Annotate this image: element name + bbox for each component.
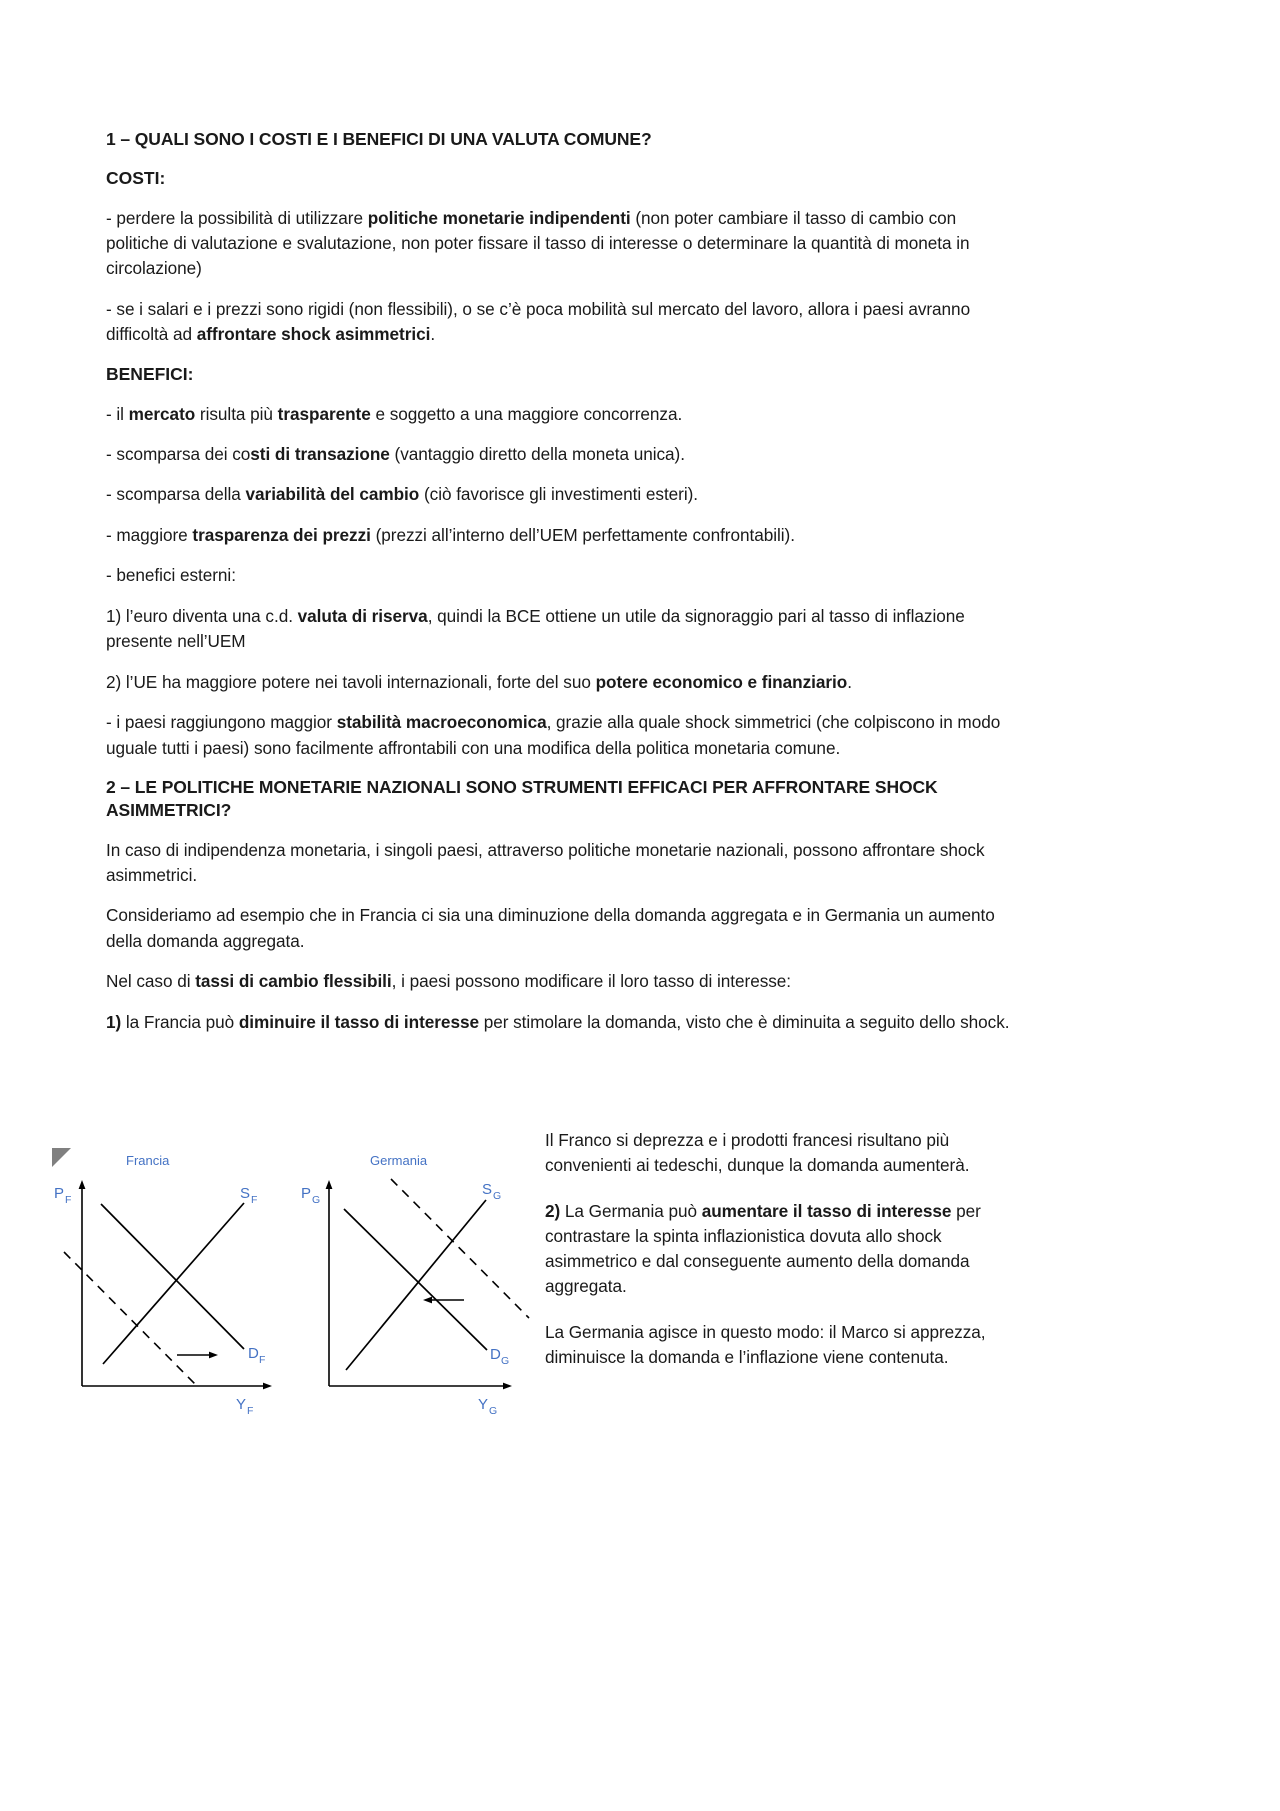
france-x-axis-label: Y <box>236 1396 247 1413</box>
figure-and-notes-area <box>0 1128 1280 1528</box>
benefici-item-5-pre: - benefici esterni: <box>106 565 236 586</box>
france-y-axis-sublabel: F <box>65 1194 72 1206</box>
germany-x-axis-arrow <box>503 1383 512 1390</box>
note-paragraph-2-bold: aumentare il tasso di interesse <box>701 1200 952 1221</box>
benefici-item-1-pre: - il <box>106 403 129 424</box>
costi-item-2-bold: affrontare shock asimmetrici <box>196 324 431 345</box>
costi-item-2-post: . <box>430 324 436 345</box>
germany-x-axis-label: Y <box>478 1396 489 1413</box>
section-2-heading-text: 2 – LE POLITICHE MONETARIE NAZIONALI SONO STRUMENTI EFFICACI PER AFFRONTARE SHOCK ASIMMETRICI? <box>106 777 938 820</box>
france-shift-arrow-head <box>209 1352 218 1359</box>
figure-notes-column <box>545 1128 1015 1390</box>
benefici-closing-bold: stabilità macroeconomica <box>336 712 547 733</box>
france-supply-sublabel: F <box>251 1194 258 1206</box>
france-panel <box>54 1153 272 1417</box>
benefici-item-1 <box>106 402 1012 427</box>
note-paragraph-1 <box>545 1128 1015 1179</box>
costi-item-2-pre: - se i salari e i prezzi sono rigidi (non flessibili), o se c’è poca mobilità sul mercato del lavoro, allora i paesi avranno difficoltà ad <box>106 298 971 345</box>
germany-y-axis-arrow <box>326 1180 333 1189</box>
germany-y-axis-sublabel: G <box>312 1194 321 1206</box>
benefici-item-5 <box>106 563 1012 588</box>
germany-x-axis-sublabel: G <box>489 1405 498 1417</box>
section-2-paragraph-2: Consideriamo ad esempio che in Francia ci sia una diminuzione della domanda aggregata e in Germania un aumento della domanda aggregata. <box>106 905 995 951</box>
point-1-post: per stimolare la domanda, visto che è diminuita a seguito dello shock. <box>478 1011 1010 1032</box>
france-y-axis-label: P <box>54 1185 65 1202</box>
germany-demand-shifted-dashed <box>391 1179 529 1318</box>
germany-supply-label: S <box>482 1181 493 1198</box>
benefici-closing-post: , grazie alla quale shock simmetrici (che colpiscono in modo uguale tutti i paesi) sono facilmente affrontabili con una modifica della politica monetaria comune. <box>106 712 1001 758</box>
costi-item-1-post: (non poter cambiare il tasso di cambio con politiche di valutazione e svalutazione, non poter fissare il tasso di interesse o determinare la quantità di moneta in circolazione) <box>106 207 970 279</box>
benefici-numbered-1-bold: valuta di riserva <box>297 605 428 626</box>
benefici-item-2-bold: sti di transazione <box>250 443 390 464</box>
benefici-numbered-1-pre: 1) l’euro diventa una c.d. <box>106 605 298 626</box>
benefici-item-2 <box>106 442 1012 467</box>
costi-item-1 <box>106 206 1012 282</box>
note-paragraph-1-text: Il Franco si deprezza e i prodotti francesi risultano più convenienti ai tedeschi, dunque la domanda aumenterà. <box>545 1130 970 1176</box>
note-paragraph-3 <box>545 1320 1015 1371</box>
benefici-numbered-2 <box>106 670 1012 695</box>
costi-item-2 <box>106 297 1012 348</box>
france-demand-sublabel: F <box>259 1354 266 1366</box>
germany-y-axis-label: P <box>301 1185 312 1202</box>
benefici-closing-pre: - i paesi raggiungono maggior <box>106 712 337 733</box>
benefici-item-4-post: (prezzi all’interno dell’UEM perfettamente confrontabili). <box>370 524 795 545</box>
france-supply-label: S <box>240 1185 251 1202</box>
section-2-paragraph-1: In caso di indipendenza monetaria, i singoli paesi, attraverso politiche monetarie nazionali, possono affrontare shock asimmetrici. <box>106 839 985 885</box>
france-y-axis-arrow <box>79 1180 86 1189</box>
benefici-numbered-1 <box>106 604 1012 655</box>
benefici-item-4-pre: - maggiore <box>106 524 193 545</box>
benefici-item-3-pre: - scomparsa della <box>106 484 246 505</box>
costi-label <box>106 167 1012 190</box>
benefici-item-4-bold: trasparenza dei prezzi <box>192 524 371 545</box>
point-1-pre: la Francia può <box>121 1011 239 1032</box>
benefici-label-text: BENEFICI: <box>106 363 194 384</box>
benefici-item-3 <box>106 482 1012 507</box>
benefici-numbered-2-bold: potere economico e finanziario <box>595 671 848 692</box>
benefici-numbered-2-pre: 2) l’UE ha maggiore potere nei tavoli internazionali, forte del suo <box>106 671 596 692</box>
benefici-closing <box>106 710 1012 761</box>
point-1-france <box>106 1010 1012 1035</box>
supply-demand-figure <box>40 1136 540 1466</box>
section-1-heading-text: 1 – QUALI SONO I COSTI E I BENEFICI DI UNA VALUTA COMUNE? <box>106 129 652 149</box>
flexible-rates-intro <box>106 969 1012 994</box>
germany-demand-label: D <box>490 1346 501 1363</box>
germany-demand-sublabel: G <box>501 1355 510 1367</box>
section-2-heading <box>106 776 1012 822</box>
france-x-axis-sublabel: F <box>247 1405 254 1417</box>
note-paragraph-2 <box>545 1199 1015 1300</box>
flexible-rates-intro-bold: tassi di cambio flessibili <box>195 971 392 992</box>
france-demand-curve <box>101 1204 244 1349</box>
note-paragraph-2-post: per contrastare la spinta inflazionistica dovuta allo shock asimmetrico e dal conseguente aumento della domanda aggregata. <box>545 1200 981 1297</box>
benefici-item-2-pre: - scomparsa dei co <box>106 443 251 464</box>
benefici-item-2-post: (vantaggio diretto della moneta unica). <box>389 443 685 464</box>
germany-supply-curve <box>346 1200 486 1370</box>
germany-demand-curve <box>344 1209 487 1350</box>
benefici-item-1-bold: mercato <box>128 403 196 424</box>
benefici-item-1-mid: risulta più <box>195 403 278 424</box>
flexible-rates-intro-post: , i paesi possono modificare il loro tasso di interesse: <box>391 971 792 992</box>
benefici-item-4 <box>106 523 1012 548</box>
germany-supply-sublabel: G <box>493 1190 502 1202</box>
costi-label-text: COSTI: <box>106 167 166 188</box>
benefici-label <box>106 363 1012 386</box>
germany-shift-arrow-head <box>423 1297 432 1304</box>
section-1-heading <box>106 128 1012 151</box>
point-1-number: 1) <box>106 1011 122 1032</box>
benefici-numbered-2-post: . <box>847 671 852 692</box>
france-title: Francia <box>126 1153 170 1168</box>
figure-corner-marker <box>52 1148 71 1167</box>
benefici-numbered-1-post: , quindi la BCE ottiene un utile da signoraggio pari al tasso di inflazione presente nell’UEM <box>106 605 965 652</box>
benefici-item-3-bold: variabilità del cambio <box>245 484 420 505</box>
flexible-rates-intro-pre: Nel caso di <box>106 971 196 992</box>
costi-item-1-bold: politiche monetarie indipendenti <box>367 207 631 228</box>
note-paragraph-2-mid: La Germania può <box>560 1200 702 1221</box>
benefici-item-3-post: (ciò favorisce gli investimenti esteri). <box>419 484 699 505</box>
germany-panel <box>301 1153 529 1417</box>
point-1-bold: diminuire il tasso di interesse <box>238 1011 479 1032</box>
benefici-item-1-post: e soggetto a una maggiore concorrenza. <box>370 403 683 424</box>
supply-demand-svg <box>40 1136 540 1456</box>
benefici-item-1-bold2: trasparente <box>277 403 371 424</box>
document-body <box>106 128 1012 1035</box>
note-paragraph-2-number: 2) <box>545 1200 561 1221</box>
costi-item-1-pre: - perdere la possibilità di utilizzare <box>106 207 368 228</box>
france-demand-label: D <box>248 1345 259 1362</box>
germany-title: Germania <box>370 1153 428 1168</box>
france-demand-shifted-dashed <box>64 1252 196 1385</box>
note-paragraph-3-text: La Germania agisce in questo modo: il Marco si apprezza, diminuisce la domanda e l’inflazione viene contenuta. <box>545 1321 986 1367</box>
france-x-axis-arrow <box>263 1383 272 1390</box>
